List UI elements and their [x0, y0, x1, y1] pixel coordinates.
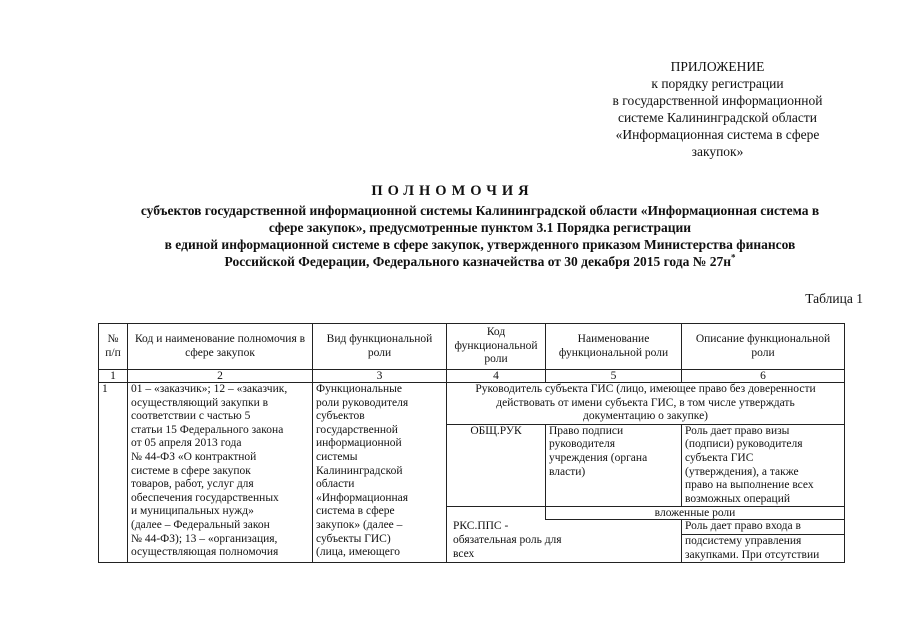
header-cell-role-name: Наименование функциональной роли	[546, 324, 682, 370]
role-desc-line: (подписи) руководителя	[685, 438, 803, 451]
authority-cell	[128, 383, 313, 563]
group-header-line: действовать от имени субъекта ГИС, в том числе утверждать	[496, 396, 795, 409]
document-subtitle	[90, 202, 870, 270]
header-cell-authority: Код и наименование полномочия в сфере закупок	[128, 324, 313, 370]
role-type-line: субъекты ГИС)	[316, 532, 391, 545]
role-desc-line: Роль дает право визы	[685, 424, 790, 437]
authority-line: системе в сфере закупок	[131, 464, 251, 477]
nested-code-cell: РКС.ППС -	[447, 520, 682, 535]
subtitle-line: в единой информационной системе в сфере закупок, утвержденного приказом Министерства финансов	[164, 237, 796, 252]
footnote-mark: *	[730, 252, 736, 263]
role-desc-line: право на выполнение всех	[685, 479, 814, 492]
authority-line: № 44-ФЗ «О контрактной	[131, 450, 257, 463]
header-cell-role-desc: Описание функциональной роли	[682, 324, 845, 370]
role-desc-line: (утверждения), а также	[685, 465, 799, 478]
row-number: 1	[99, 383, 128, 563]
role-type-line: информационной	[316, 437, 402, 450]
nested-desc-cell-cont	[682, 534, 845, 562]
role-desc-cell	[682, 424, 845, 507]
nested-desc-line: Роль дает право входа в	[685, 520, 801, 533]
table-row	[99, 383, 845, 425]
group-header-line: документацию о закупке)	[582, 410, 709, 423]
subtitle-line: сфере закупок», предусмотренные пунктом 3.1 Порядка регистрации	[268, 220, 692, 235]
role-name-cell	[546, 424, 682, 507]
authorities-table	[98, 323, 845, 563]
role-name-line: Право подписи	[549, 424, 624, 437]
authority-line: 01 – «заказчик»; 12 – «заказчик,	[131, 383, 288, 395]
table-caption: Таблица 1	[805, 291, 863, 306]
header-cell-num: № п/п	[99, 324, 128, 370]
authority-line: № 44-ФЗ); 13 – «организация,	[131, 532, 278, 545]
role-type-line: государственной	[316, 423, 398, 436]
role-type-line: Функциональные	[316, 383, 402, 395]
role-desc-line: возможных операций	[685, 492, 790, 505]
column-number: 5	[546, 370, 682, 383]
header-cell-role-code: Код функциональной роли	[447, 324, 546, 370]
authority-line: осуществляющий закупки в	[131, 396, 269, 409]
nested-name-line: обязательная роль для	[453, 534, 562, 547]
role-type-line: области	[316, 478, 355, 491]
role-type-line: субъектов	[316, 410, 365, 423]
column-number: 3	[313, 370, 447, 383]
authority-line: товаров, работ, услуг для	[131, 478, 254, 491]
appendix-line: закупок»	[691, 144, 744, 159]
column-number-row	[99, 370, 845, 383]
column-number: 1	[99, 370, 128, 383]
group-header-line: Руководитель субъекта ГИС (лицо, имеющее право без доверенности	[475, 383, 816, 395]
table-header-row	[99, 324, 845, 370]
subtitle-line: субъектов государственной информационной системы Калининградской области «Информационная система в	[140, 203, 820, 218]
role-type-line: роли руководителя	[316, 396, 409, 409]
appendix-line: системе Калининградской области	[617, 110, 818, 125]
role-type-line: (лица, имеющего	[316, 546, 400, 559]
role-desc-line: субъекта ГИС	[685, 451, 754, 464]
authority-line: от 05 апреля 2013 года	[131, 437, 242, 450]
nested-name-cell	[447, 534, 682, 562]
authority-line: статьи 15 Федерального закона	[131, 423, 284, 436]
role-name-line: руководителя	[549, 438, 616, 451]
role-type-line: системы	[316, 450, 358, 463]
column-number: 4	[447, 370, 546, 383]
nested-desc-line: подсистему управления	[685, 534, 802, 547]
role-type-line: «Информационная	[316, 491, 409, 504]
nested-desc-cell	[682, 520, 845, 535]
appendix-line: «Информационная система в сфере	[615, 127, 820, 142]
header-cell-role-type: Вид функциональной роли	[313, 324, 447, 370]
appendix-line: к порядку регистрации	[651, 76, 784, 91]
appendix-block	[560, 58, 875, 160]
group-header-cell	[447, 383, 845, 425]
column-number: 2	[128, 370, 313, 383]
role-type-line: закупок» (далее –	[316, 518, 403, 531]
role-type-line: Калининградской	[316, 464, 403, 477]
role-name-line: учреждения (органа	[549, 451, 648, 464]
role-type-line: система в сфере	[316, 505, 395, 518]
subtitle-line-text: Российской Федерации, Федерального казначейства от 30 декабря 2015 года № 27н	[224, 254, 731, 269]
blank-cell	[447, 507, 546, 520]
nested-name-line: всех	[453, 548, 475, 561]
authority-line: осуществляющая полномочия	[131, 546, 279, 559]
nested-desc-line: закупками. При отсутствии	[685, 548, 820, 561]
authority-line: (далее – Федеральный закон	[131, 518, 270, 531]
role-name-line: власти)	[549, 465, 586, 478]
document-title: ПОЛНОМОЧИЯ	[371, 183, 534, 199]
authority-line: соответствии с частью 5	[131, 410, 251, 423]
appendix-line: в государственной информационной	[612, 93, 823, 108]
nested-roles-label: вложенные роли	[546, 507, 845, 520]
role-code-cell: ОБЩ.РУК	[447, 424, 546, 507]
authority-line: и муниципальных нужд»	[131, 505, 254, 518]
subtitle-line	[90, 253, 870, 270]
role-type-cell	[313, 383, 447, 563]
authority-line: обеспечения государственных	[131, 491, 279, 504]
appendix-heading: ПРИЛОЖЕНИЕ	[670, 59, 765, 74]
column-number: 6	[682, 370, 845, 383]
